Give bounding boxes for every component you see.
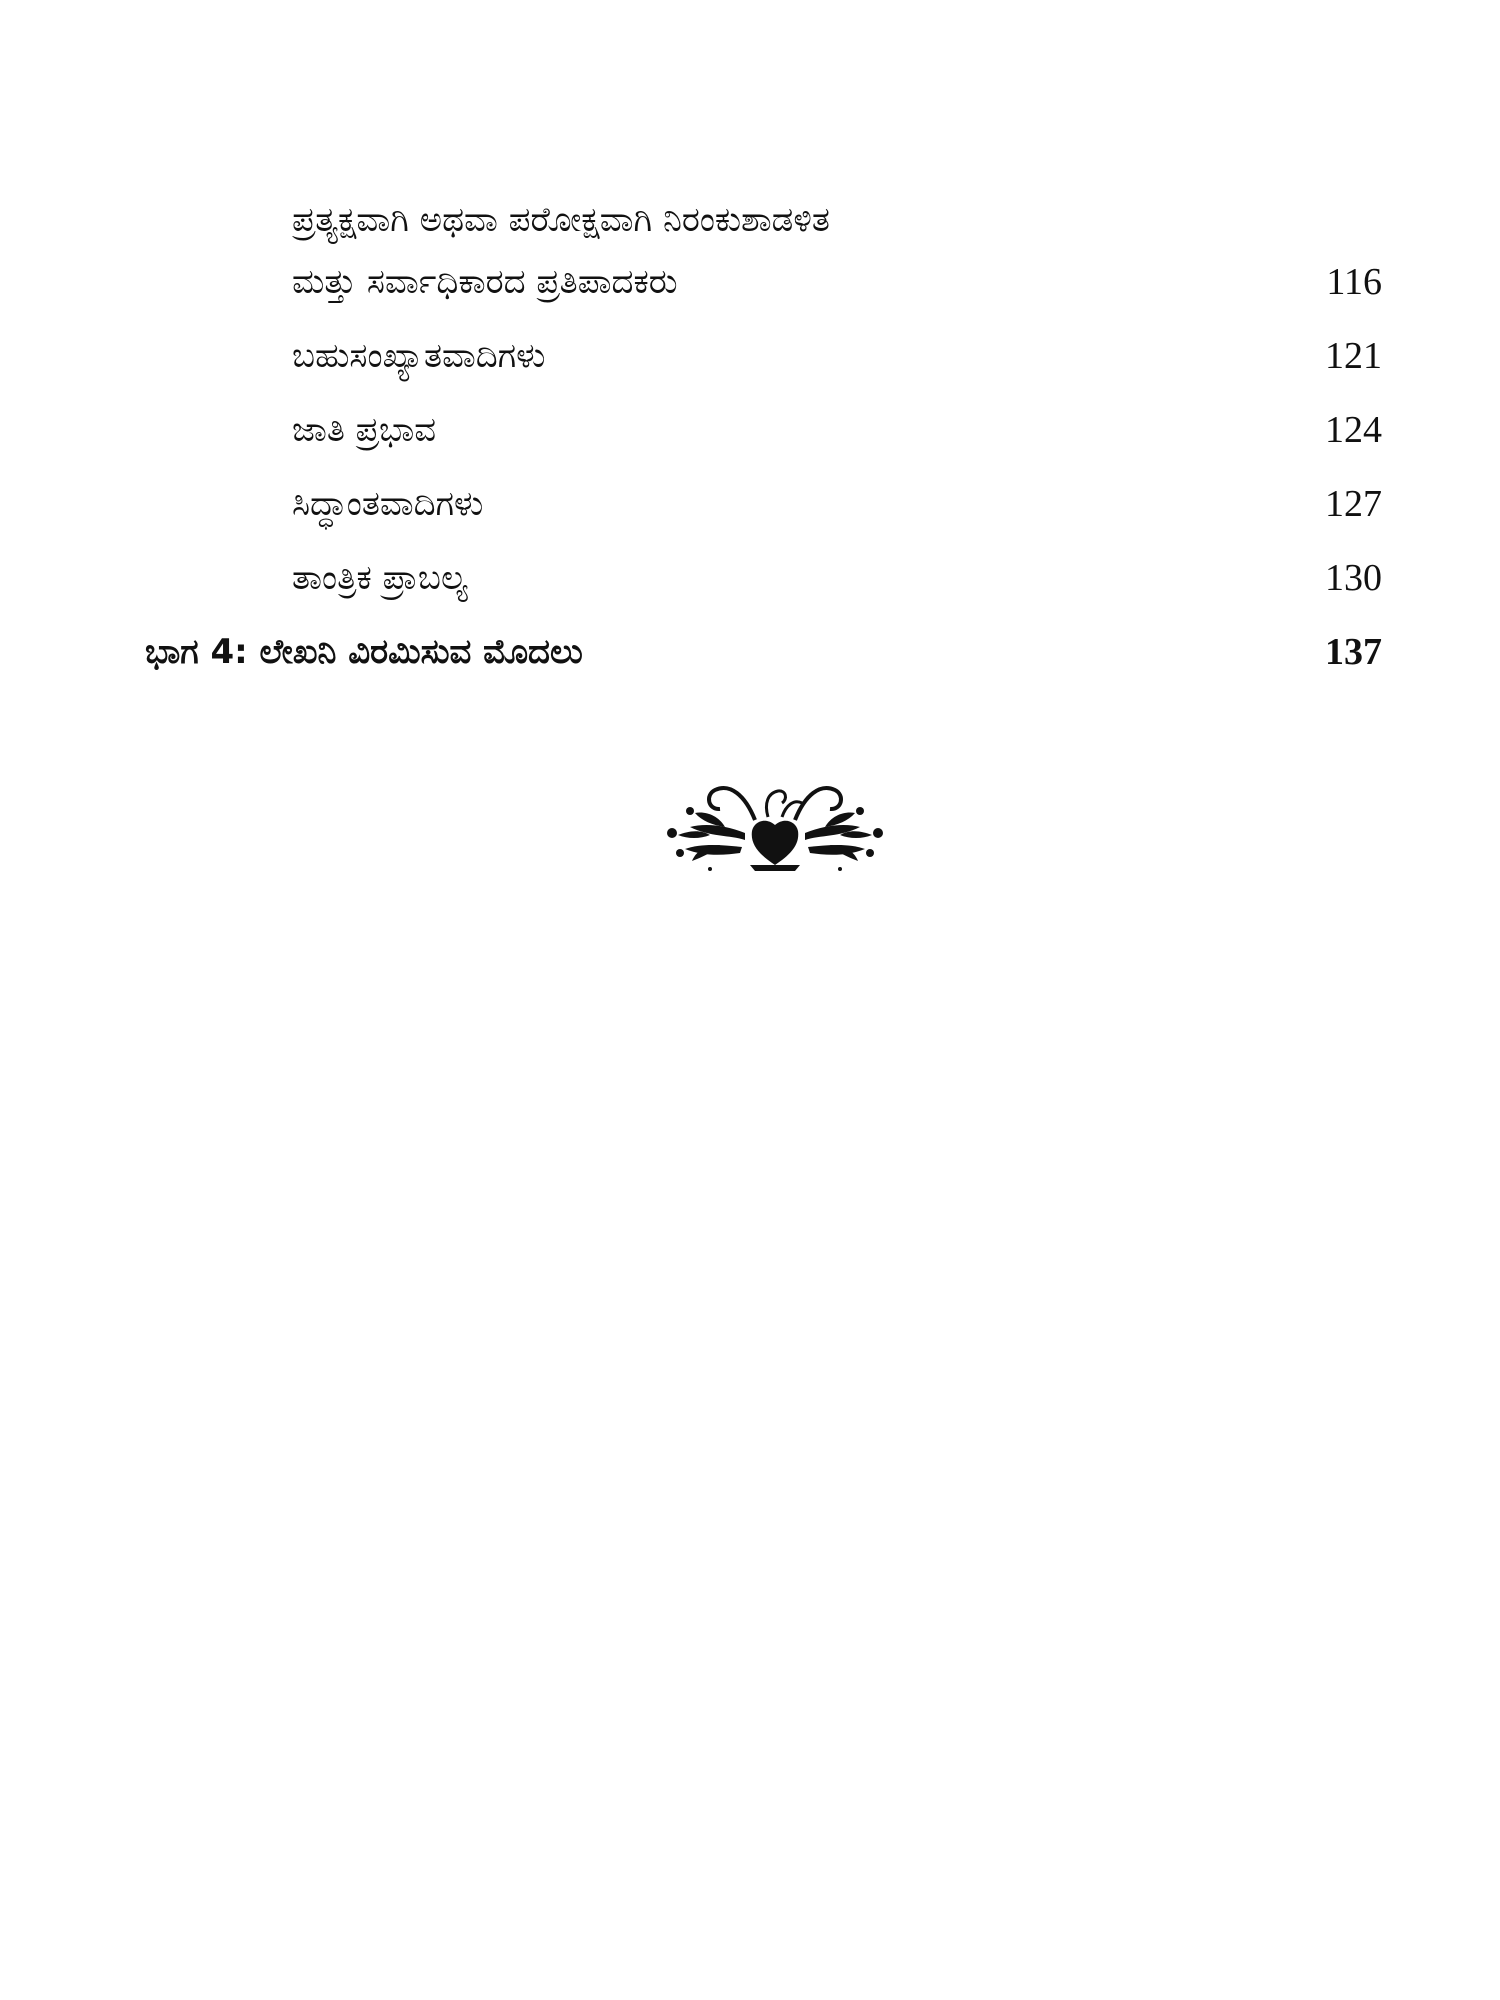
toc-entry-title: ಮತ್ತು ಸರ್ವಾಧಿಕಾರದ ಪ್ರತಿಪಾದಕರು	[292, 262, 678, 302]
toc-entry	[292, 548, 1382, 608]
toc-entry	[292, 190, 1382, 250]
toc-entry-page: 127	[1325, 483, 1382, 525]
toc-part-entry	[145, 622, 1382, 682]
toc-entry-title: ತಾಂತ್ರಿಕ ಪ್ರಾಬಲ್ಯ	[292, 558, 468, 598]
toc-part-title: ಭಾಗ 4: ಲೇಖನಿ ವಿರಮಿಸುವ ಮೊದಲು	[145, 632, 583, 672]
toc-entry	[292, 252, 1382, 312]
toc-entry-title: ಬಹುಸಂಖ್ಯಾತವಾದಿಗಳು	[292, 336, 546, 376]
toc-entry-page: 121	[1325, 335, 1382, 377]
toc-part-page: 137	[1325, 631, 1382, 673]
toc-entry-title: ಜಾತಿ ಪ್ರಭಾವ	[292, 410, 437, 450]
toc-entry-title: ಸಿದ್ಧಾಂತವಾದಿಗಳು	[292, 484, 484, 524]
toc-entry-title: ಪ್ರತ್ಯಕ್ಷವಾಗಿ ಅಥವಾ ಪರೋಕ್ಷವಾಗಿ ನಿರಂಕುಶಾಡಳಿತ	[292, 200, 830, 240]
toc-entry-page: 130	[1325, 557, 1382, 599]
toc-entry	[292, 326, 1382, 386]
toc-entry-page: 124	[1325, 409, 1382, 451]
toc-entry-page: 116	[1326, 261, 1382, 303]
floral-ornament-icon	[650, 765, 900, 875]
toc-entry	[292, 474, 1382, 534]
toc-entry	[292, 400, 1382, 460]
